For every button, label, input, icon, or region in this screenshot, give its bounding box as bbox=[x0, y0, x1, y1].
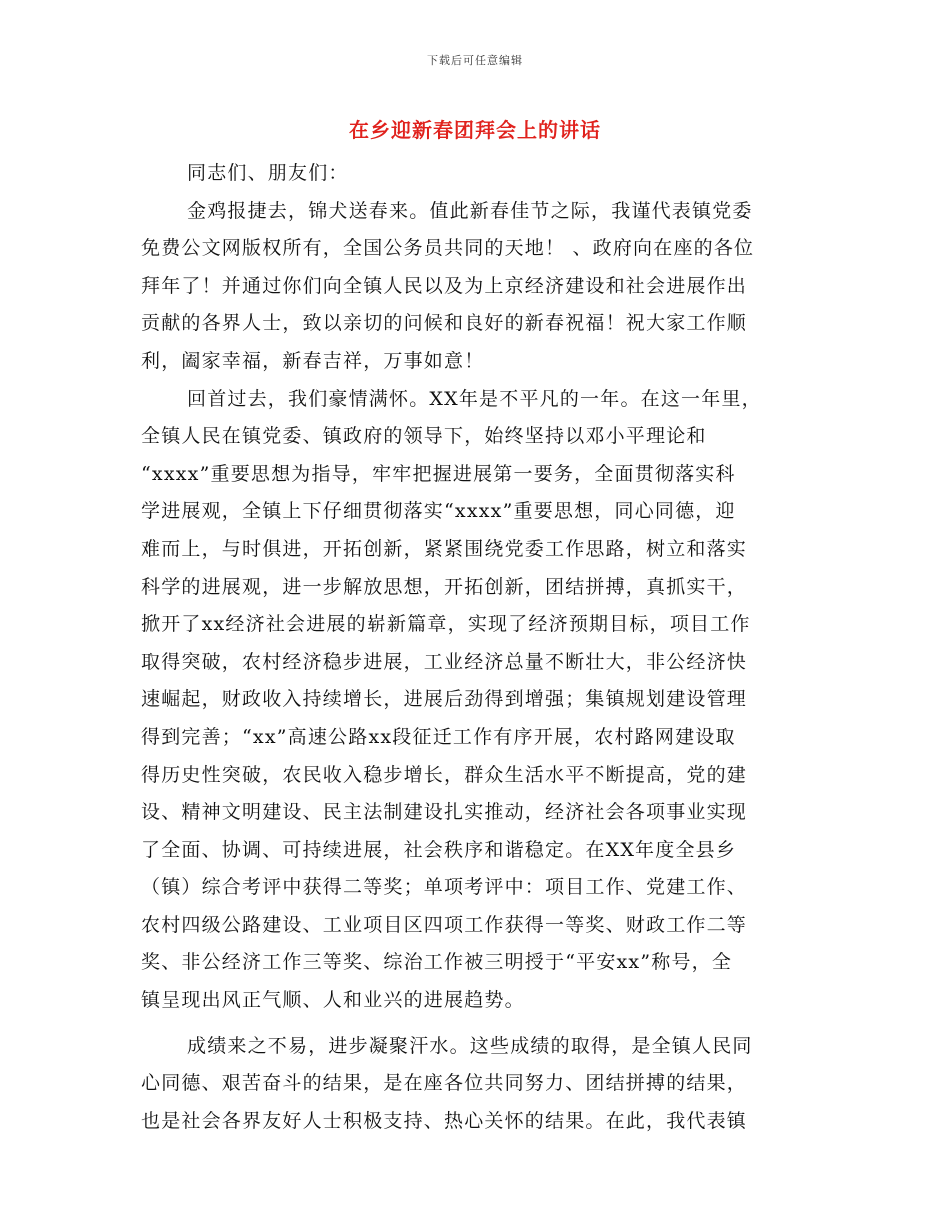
text-line: 奖、非公经济工作三等奖、综治工作被三明授于“平安xx”称号，全 bbox=[141, 951, 733, 974]
text-line: 学进展观，全镇上下仔细贯彻落实“xxxx”重要思想，同心同德，迎 bbox=[141, 500, 736, 523]
text-line: 利，阖家幸福，新春吉祥，万事如意！ bbox=[141, 349, 485, 372]
text-line: 速崛起，财政收入持续增长，进展后劲得到增强；集镇规划建设管理 bbox=[141, 688, 748, 711]
text-line: 科学的进展观，进一步解放思想，开拓创新，团结拼搏，真抓实干， bbox=[141, 575, 748, 598]
paragraph-salutation bbox=[141, 155, 809, 193]
text-line: 也是社会各界友好人士积极支持、热心关怀的结果。在此，我代表镇 bbox=[141, 1109, 748, 1132]
text-line: 成绩来之不易，进步凝聚汗水。这些成绩的取得，是全镇人民同 bbox=[187, 1034, 753, 1057]
document-body bbox=[141, 155, 809, 1140]
text-line: “xxxx”重要思想为指导，牢牢把握进展第一要务，全面贯彻落实科 bbox=[141, 462, 736, 485]
text-line: 设、精神文明建设、民主法制建设扎实推动，经济社会各项事业实现 bbox=[141, 801, 748, 824]
document-title: 在乡迎新春团拜会上的讲话 bbox=[349, 118, 601, 142]
text-line: 掀开了xx经济社会进展的崭新篇章，实现了经济预期目标，项目工作 bbox=[141, 613, 751, 636]
paragraph-spacer bbox=[141, 1020, 809, 1028]
text-line: 拜年了！并通过你们向全镇人民以及为上京经济建设和社会进展作出 bbox=[141, 274, 748, 297]
text-line: 镇呈现出风正气顺、人和业兴的进展趋势。 bbox=[141, 989, 525, 1012]
text-line: （镇）综合考评中获得二等奖；单项考评中：项目工作、党建工作、 bbox=[141, 876, 748, 899]
text-line: 金鸡报捷去，锦犬送春来。值此新春佳节之际，我谨代表镇党委 bbox=[187, 199, 753, 222]
text-line: 难而上，与时俱进，开拓创新，紧紧围绕党委工作思路，树立和落实 bbox=[141, 537, 748, 560]
paragraph-achievements bbox=[141, 1028, 809, 1141]
text-line: 得到完善；“xx”高速公路xx段征迁工作有序开展，农村路网建设取 bbox=[141, 725, 736, 748]
text-line: 免费公文网版权所有，全国公务员共同的天地！ 、政府向在座的各位 bbox=[141, 237, 755, 260]
text-line: 回首过去，我们豪情满怀。XX年是不平凡的一年。在这一年里， bbox=[187, 387, 762, 410]
page-header: 下载后可任意编辑 bbox=[427, 54, 523, 67]
paragraph-greeting bbox=[141, 193, 809, 381]
text-line: 心同德、艰苦奋斗的结果，是在座各位共同努力、团结拼搏的结果， bbox=[141, 1072, 748, 1095]
text-line: 取得突破，农村经济稳步进展，工业经济总量不断壮大，非公经济快 bbox=[141, 650, 748, 673]
text-line: 同志们、朋友们： bbox=[187, 162, 349, 184]
text-line: 了全面、协调、可持续进展，社会秩序和谐稳定。在XX年度全县乡 bbox=[141, 838, 737, 861]
text-line: 全镇人民在镇党委、镇政府的领导下，始终坚持以邓小平理论和 bbox=[141, 425, 707, 448]
text-line: 农村四级公路建设、工业项目区四项工作获得一等奖、财政工作二等 bbox=[141, 913, 748, 936]
text-line: 得历史性突破，农民收入稳步增长，群众生活水平不断提高，党的建 bbox=[141, 763, 748, 786]
paragraph-review bbox=[141, 381, 809, 1020]
text-line: 贡献的各界人士，致以亲切的问候和良好的新春祝福！祝大家工作顺 bbox=[141, 312, 748, 335]
